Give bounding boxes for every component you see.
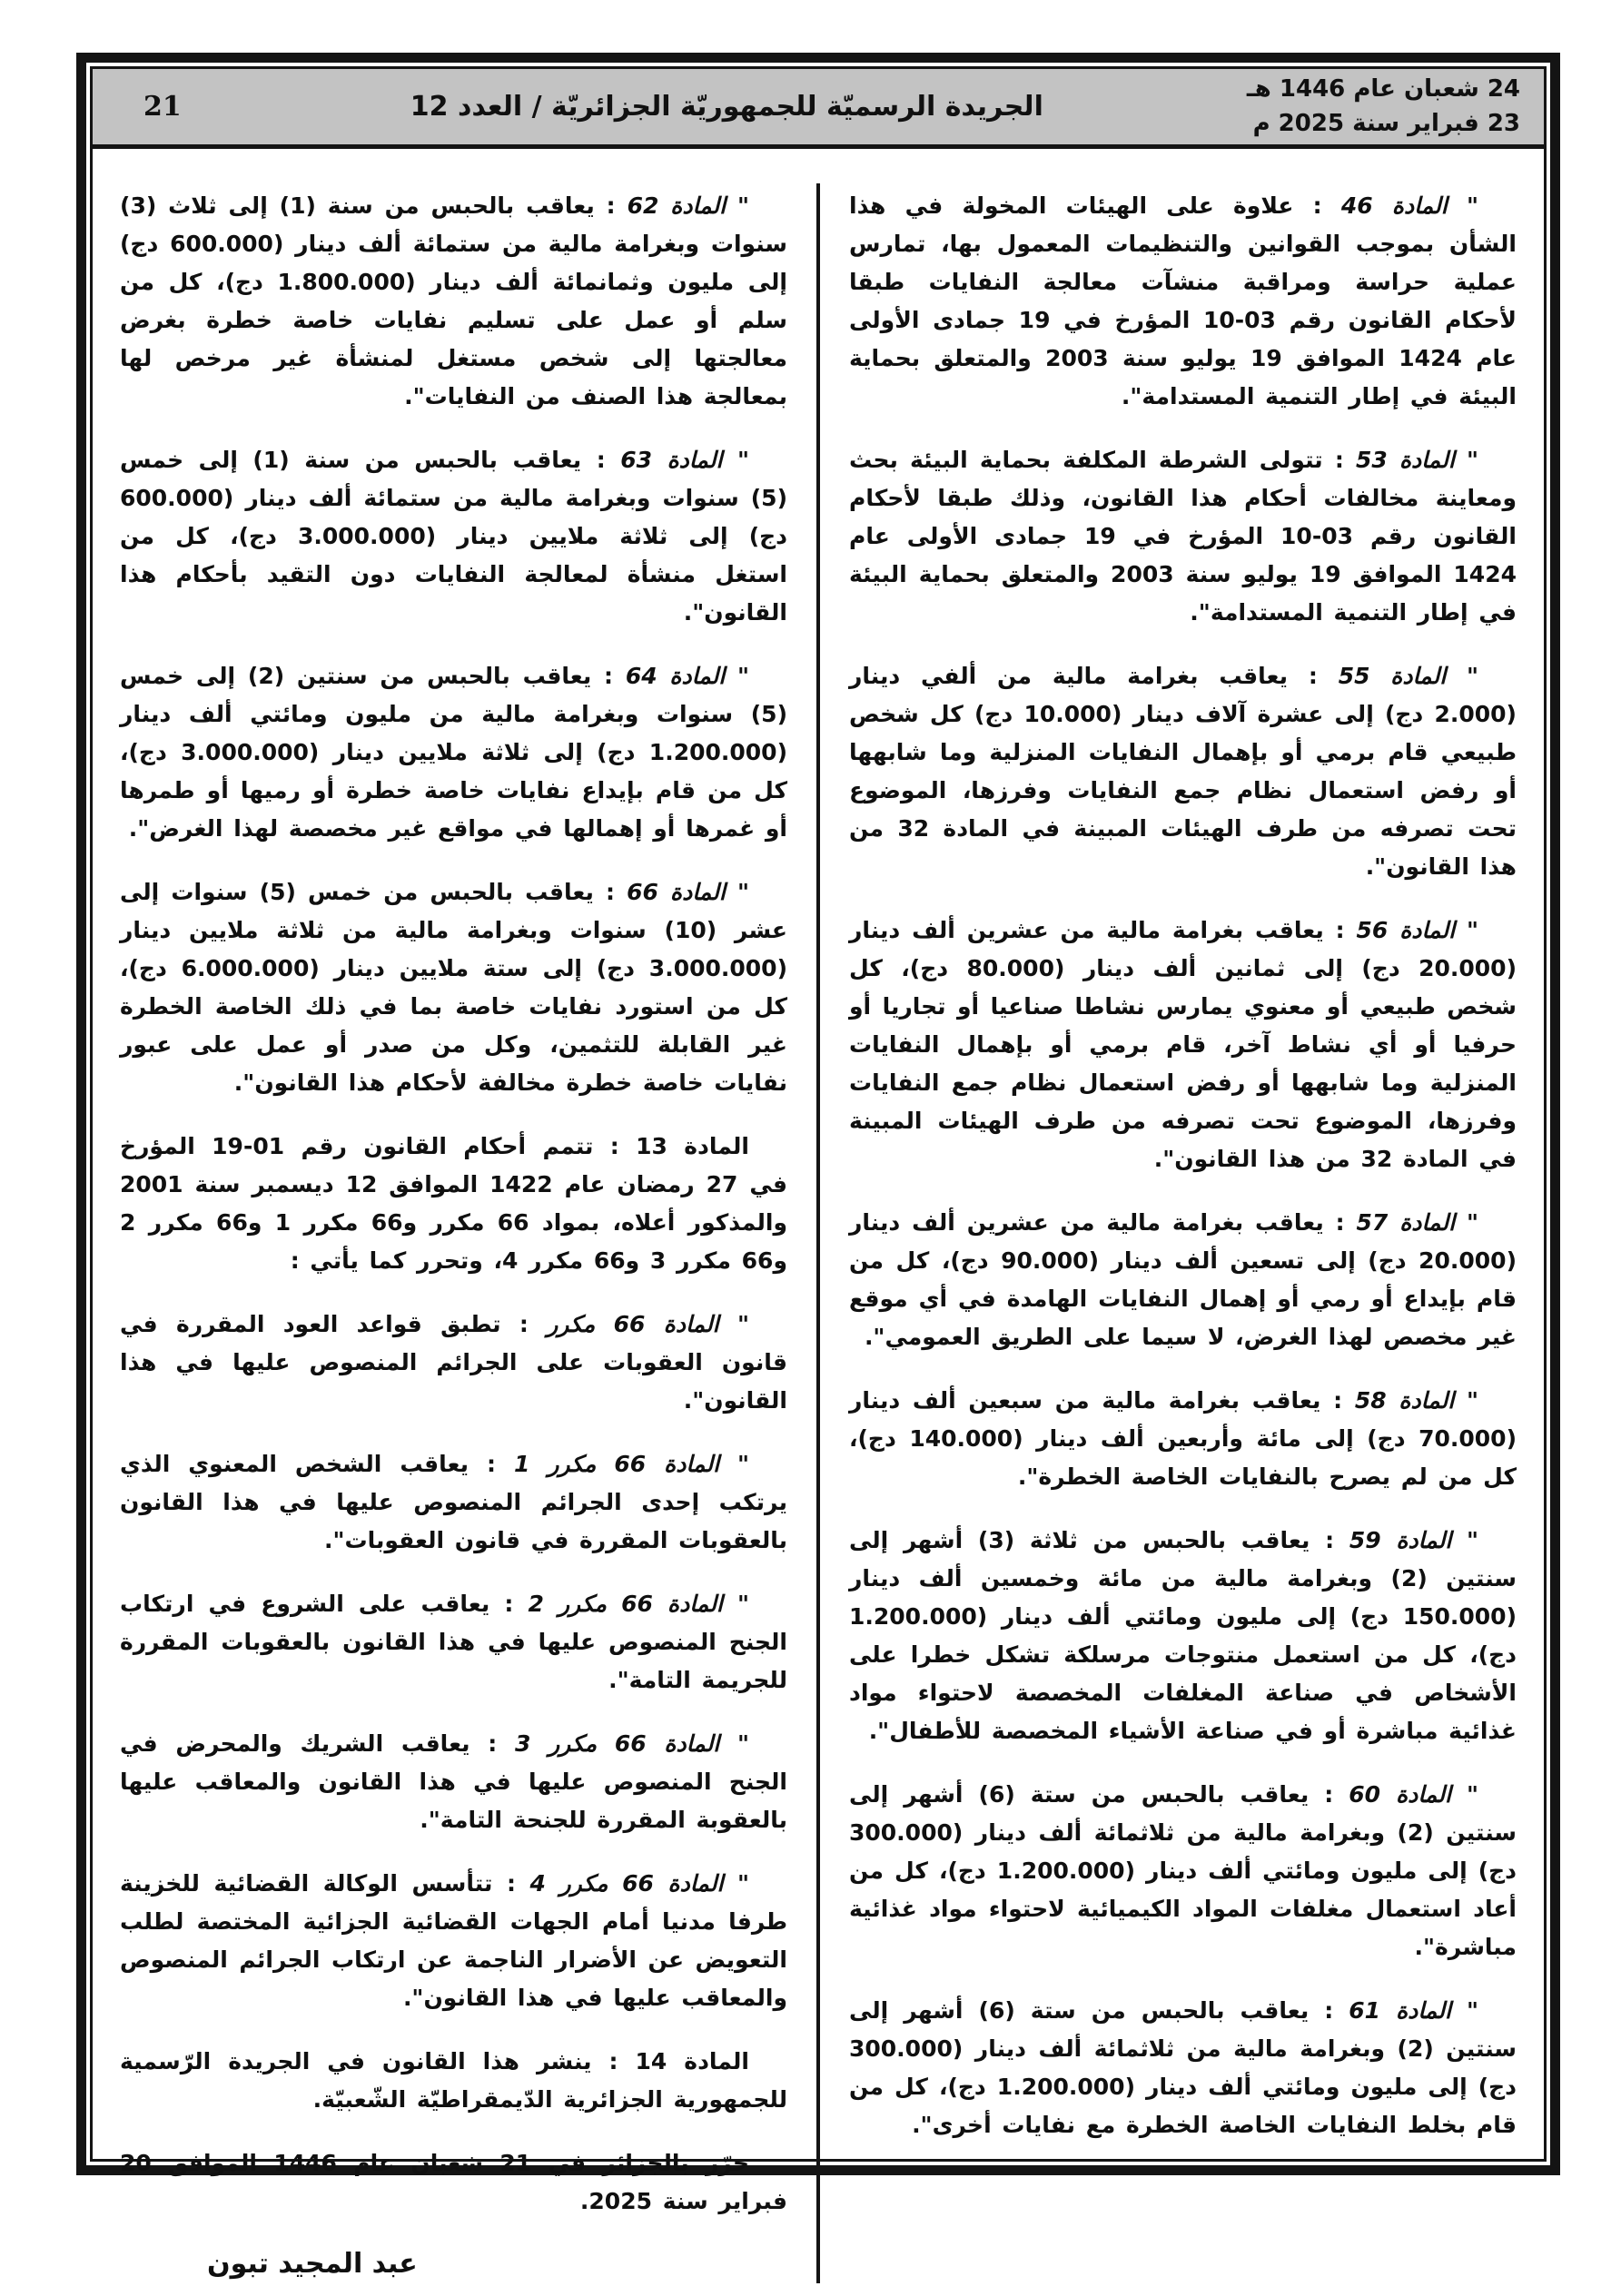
article-label: المادة 66 مكرر 3 bbox=[515, 1730, 720, 1757]
open-quote-mark: " bbox=[1454, 447, 1479, 473]
article-14: المادة 14 : ينشر هذا القانون في الجريدة الرّسمية للجمهورية الجزائرية الدّيمقراطيّة الشّعبيّة. bbox=[120, 2048, 787, 2113]
article-58: " المادة 58 : يعاقب بغرامة مالية من سبعين ألف دينار (70.000 دج) إلى مائة وأربعين ألف دينار (140.000 دج)، كل من لم يصرح بالنفايات الخاصة الخطرة". bbox=[849, 1387, 1517, 1490]
article-body: يعاقب الشخص المعنوي الذي يرتكب إحدى الجرائم المنصوص عليها في هذا القانون بالعقوبات المقررة في قانون العقوبات". bbox=[120, 1451, 787, 1553]
article-60: " المادة 60 : يعاقب بالحبس من ستة (6) أشهر إلى سنتين (2) وبغرامة مالية من ثلاثمائة ألف دينار (300.000 دج) إلى مليون ومائتي ألف دينار (1.200.000 دج)، كل من أعاد استعمال مغلفات المواد الكيميائية لاحتواء مواد غذائية مباشرة". bbox=[849, 1781, 1517, 1960]
article-55: " المادة 55 : يعاقب بغرامة مالية من ألفي دينار (2.000 دج) إلى عشرة آلاف دينار (10.000 دج) كل شخص طبيعي قام برمي أو بإهمال النفايات المنزلية وما شابهها أو رفض استعمال نظام جمع النفايات وفرزها، الموضوع تحت تصرفه من طرف الهيئات المبينة في المادة 32 من هذا القانون". bbox=[849, 663, 1517, 880]
article-body: يعاقب بغرامة مالية من عشرين ألف دينار (20.000 دج) إلى تسعين ألف دينار (90.000 دج)، كل من قام بإيداع أو رمي أو إهمال النفايات الهامدة في أي موقع غير مخصص لهذا الغرض، لا سيما على الطريق العمومي". bbox=[849, 1209, 1517, 1350]
article-label: المادة 58 bbox=[1354, 1387, 1455, 1414]
article-body: يعاقب على الشروع في ارتكاب الجنح المنصوص عليها في هذا القانون بالعقوبات المقررة للجريمة التامة". bbox=[120, 1591, 787, 1693]
page-number: 21 bbox=[143, 91, 182, 123]
article-66-bis-2: " المادة 66 مكرر 2 : يعاقب على الشروع في ارتكاب الجنح المنصوص عليها في هذا القانون بالعقوبات المقررة للجريمة التامة". bbox=[120, 1591, 787, 1693]
article-body: يعاقب بغرامة مالية من ألفي دينار (2.000 دج) إلى عشرة آلاف دينار (10.000 دج) كل شخص طبيعي قام برمي أو بإهمال النفايات المنزلية وما شابهها أو رفض استعمال نظام جمع النفايات وفرزها، الموضوع تحت تصرفه من طرف الهيئات المبينة في المادة 32 من هذا القانون". bbox=[849, 663, 1517, 880]
open-quote-mark: " bbox=[1450, 1781, 1478, 1808]
column-divider bbox=[816, 183, 820, 2283]
closing-line bbox=[120, 2144, 787, 2221]
article-body: يعاقب بغرامة مالية من عشرين ألف دينار (20.000 دج) إلى ثمانين ألف دينار (80.000 دج)، كل شخص طبيعي أو معنوي يمارس نشاطا صناعيا أو تجاريا أو حرفيا أو أي نشاط آخر، قام برمي أو بإهمال النفايات المنزلية وما شابهها أو رفض استعمال نظام جمع النفايات وفرزها، الموضوع تحت تصرفه من طرف الهيئات المبينة في المادة 32 من هذا القانون". bbox=[849, 917, 1517, 1172]
article-body: يعاقب بالحبس من سنة (1) إلى ثلاث (3) سنوات وبغرامة مالية من ستمائة ألف دينار (600.000 دج) إلى مليون وثمانمائة ألف دينار (1.800.000 دج)، كل من سلم أو عمل على تسليم نفايات خاصة خطرة بغرض معالجتها إلى شخص مستغل لمنشأة غير مرخص لها بمعالجة هذا الصنف من النفايات". bbox=[120, 192, 787, 409]
article-label: المادة 53 bbox=[1356, 447, 1455, 473]
article-63: " المادة 63 : يعاقب بالحبس من سنة (1) إلى خمس (5) سنوات وبغرامة مالية من ستمائة ألف دينار (600.000 دج) إلى ثلاثة ملايين دينار (3.000.000 دج)، كل من استغل منشأة لمعالجة النفايات دون التقيد بأحكام هذا القانون". bbox=[120, 447, 787, 626]
open-quote-mark: " bbox=[1446, 663, 1479, 689]
hijri-date: 24 شعبان عام 1446 هـ bbox=[1246, 74, 1520, 103]
article-66-bis-4: " المادة 66 مكرر 4 : تتأسس الوكالة القضائية للخزينة طرفا مدنيا أمام الجهات القضائية الجزائية المختصة لطلب التعويض عن الأضرار الناجمة عن ارتكاب الجرائم المنصوص والمعاقب عليها في هذا القانون". bbox=[120, 1870, 787, 2011]
open-quote-mark: " bbox=[726, 192, 750, 219]
text-columns bbox=[93, 149, 1544, 2296]
article-label: المادة 66 مكرر 1 bbox=[513, 1451, 720, 1477]
article-56: " المادة 56 : يعاقب بغرامة مالية من عشرين ألف دينار (20.000 دج) إلى ثمانين ألف دينار (80.000 دج)، كل شخص طبيعي أو معنوي يمارس نشاطا صناعيا أو تجاريا أو حرفيا أو أي نشاط آخر، قام برمي أو بإهمال النفايات المنزلية وما شابهها أو رفض استعمال نظام جمع النفايات وفرزها، الموضوع تحت تصرفه من طرف الهيئات المبينة في المادة 32 من هذا القانون". bbox=[849, 917, 1517, 1172]
article-53: " المادة 53 : تتولى الشرطة المكلفة بحماية البيئة بحث ومعاينة مخالفات أحكام هذا القانون، وذلك طبقا لأحكام القانون رقم 03-10 المؤرخ في 19 جمادى الأولى عام 1424 الموافق 19 يوليو سنة 2003 والمتعلق بحماية البيئة في إطار التنمية المستدامة". bbox=[849, 447, 1517, 626]
open-quote-mark: " bbox=[1455, 1209, 1478, 1236]
article-label: المادة 62 bbox=[627, 192, 726, 219]
open-quote-mark: " bbox=[719, 1451, 750, 1477]
left-column bbox=[93, 149, 818, 2296]
article-label: المادة 66 مكرر 4 bbox=[529, 1870, 724, 1897]
article-62: " المادة 62 : يعاقب بالحبس من سنة (1) إلى ثلاث (3) سنوات وبغرامة مالية من ستمائة ألف دينار (600.000 دج) إلى مليون وثمانمائة ألف دينار (1.800.000 دج)، كل من سلم أو عمل على تسليم نفايات خاصة خطرة بغرض معالجتها إلى شخص مستغل لمنشأة غير مرخص لها بمعالجة هذا الصنف من النفايات". bbox=[120, 192, 787, 409]
article-body: ينشر هذا القانون في الجريدة الرّسمية للجمهورية الجزائرية الدّيمقراطيّة الشّعبيّة. bbox=[120, 2048, 787, 2113]
article-label: المادة 61 bbox=[1349, 1997, 1451, 2024]
article-label: المادة 59 bbox=[1349, 1527, 1452, 1553]
article-body: يعاقب بالحبس من خمس (5) سنوات إلى عشر (10) سنوات وبغرامة مالية من ثلاثة ملايين دينار (3.000.000 دج) إلى ستة ملايين دينار (6.000.000 دج)، كل من استورد نفايات خاصة بما في ذلك الخاصة الخطرة غير القابلة للتثمين، وكل من صدر أو عمل على عبور نفايات خاصة خطرة مخالفة لأحكام هذا القانون". bbox=[120, 879, 788, 1096]
article-66-bis-3: " المادة 66 مكرر 3 : يعاقب الشريك والمحرض في الجنح المنصوص عليها في هذا القانون والمعاقب عليها بالعقوبة المقررة للجنحة التامة". bbox=[120, 1730, 787, 1833]
article-64: " المادة 64 : يعاقب بالحبس من سنتين (2) إلى خمس (5) سنوات وبغرامة مالية من مليون ومائتي ألف دينار (1.200.000 دج) إلى ثلاثة ملايين دينار (3.000.000 دج)، كل من قام بإيداع نفايات خاصة خطرة أو رميها أو طمرها أو غمرها أو إهمالها في مواقع غير مخصصة لهذا الغرض". bbox=[120, 663, 787, 842]
article-label: المادة 63 bbox=[620, 447, 723, 473]
right-column bbox=[818, 149, 1544, 2296]
article-label: المادة 13 bbox=[636, 1133, 749, 1159]
article-label: المادة 64 bbox=[625, 663, 726, 689]
article-body: تطبق قواعد العود المقررة في قانون العقوبات على الجرائم المنصوص عليها في هذا القانون". bbox=[120, 1311, 787, 1414]
open-quote-mark: " bbox=[1447, 192, 1478, 219]
article-label: المادة 55 bbox=[1338, 663, 1447, 689]
article-label: المادة 60 bbox=[1349, 1781, 1451, 1808]
page-outer-border bbox=[76, 53, 1560, 2280]
open-quote-mark: " bbox=[1450, 1997, 1478, 2024]
header-dates bbox=[1247, 73, 1520, 141]
article-66: " المادة 66 : يعاقب بالحبس من خمس (5) سنوات إلى عشر (10) سنوات وبغرامة مالية من ثلاثة ملايين دينار (3.000.000 دج) إلى ستة ملايين دينار (6.000.000 دج)، كل من استورد نفايات خاصة بما في ذلك الخاصة الخطرة غير القابلة للتثمين، وكل من صدر أو عمل على عبور نفايات خاصة خطرة مخالفة لأحكام هذا القانون". bbox=[120, 879, 788, 1096]
article-13: المادة 13 : تتمم أحكام القانون رقم 01-19 المؤرخ في 27 رمضان عام 1422 الموافق 12 ديسمبر سنة 2001 والمذكور أعلاه، بمواد 66 مكرر و66 مكرر 1 و66 مكرر 2 و66 مكرر 3 و66 مكرر 4، وتحرر كما يأتي : bbox=[120, 1133, 787, 1274]
article-label: المادة 66 مكرر bbox=[547, 1311, 719, 1337]
open-quote-mark: " bbox=[719, 1730, 749, 1757]
open-quote-mark: " bbox=[722, 1591, 750, 1617]
article-body: تتمم أحكام القانون رقم 01-19 المؤرخ في 27 رمضان عام 1422 الموافق 12 ديسمبر سنة 2001 والمذكور أعلاه، بمواد 66 مكرر و66 مكرر 1 و66 مكرر 2 و66 مكرر 3 و66 مكرر 4، وتحرر كما يأتي : bbox=[120, 1133, 787, 1274]
header-band bbox=[93, 69, 1544, 149]
open-quote-mark: " bbox=[725, 879, 750, 905]
article-body: حرّر بالجزائر في 21 شعبان عام 1446 الموافق 20 فبراير سنة 2025. bbox=[120, 2150, 787, 2214]
article-body: يعاقب بالحبس من سنتين (2) إلى خمس (5) سنوات وبغرامة مالية من مليون ومائتي ألف دينار (1.200.000 دج) إلى ثلاثة ملايين دينار (3.000.000 دج)، كل من قام بإيداع نفايات خاصة خطرة أو رميها أو طمرها أو غمرها أو إهمالها في مواقع غير مخصصة لهذا الغرض". bbox=[120, 663, 787, 842]
open-quote-mark: " bbox=[725, 663, 750, 689]
article-59: " المادة 59 : يعاقب بالحبس من ثلاثة (3) أشهر إلى سنتين (2) وبغرامة مالية من مائة وخمسين ألف دينار (150.000 دج) إلى مليون ومائتي ألف دينار (1.200.000 دج)، كل من استعمل منتوجات مرسلكة تشكل خطرا على الأشخاص في صناعة المغلفات المخصصة لاحتواء مواد غذائية مباشرة أو في صناعة الأشياء المخصصة للأطفال". bbox=[849, 1527, 1517, 1744]
president-signature: عبد المجيد تبون bbox=[207, 2248, 418, 2280]
article-body: يعاقب بالحبس من ستة (6) أشهر إلى سنتين (2) وبغرامة مالية من ثلاثمائة ألف دينار (300.000 دج) إلى مليون ومائتي ألف دينار (1.200.000 دج)، كل من قام بخلط النفايات الخاصة الخطرة مع نفايات أخرى". bbox=[849, 1997, 1517, 2138]
page-inner-border bbox=[90, 66, 1547, 2280]
open-quote-mark: " bbox=[718, 1311, 749, 1337]
open-quote-mark: " bbox=[722, 447, 750, 473]
open-quote-mark: " bbox=[1454, 1387, 1478, 1414]
article-body: يعاقب بغرامة مالية من سبعين ألف دينار (70.000 دج) إلى مائة وأربعين ألف دينار (140.000 دج)، كل من لم يصرح بالنفايات الخاصة الخطرة". bbox=[849, 1387, 1517, 1490]
journal-title: الجريدة الرسميّة للجمهوريّة الجزائريّة / العدد 12 bbox=[410, 91, 1043, 123]
article-46: " المادة 46 : علاوة على الهيئات المخولة في هذا الشأن بموجب القوانين والتنظيمات المعمول بها، تمارس عملية حراسة ومراقبة منشآت معالجة النفايات طبقا لأحكام القانون رقم 03-10 المؤرخ في 19 جمادى الأولى عام 1424 الموافق 19 يوليو سنة 2003 والمتعلق بحماية البيئة في إطار التنمية المستدامة". bbox=[849, 192, 1517, 409]
article-label: المادة 56 bbox=[1356, 917, 1456, 943]
article-body: تتأسس الوكالة القضائية للخزينة طرفا مدنيا أمام الجهات القضائية الجزائية المختصة لطلب التعويض عن الأضرار الناجمة عن ارتكاب الجرائم المنصوص والمعاقب عليها في هذا القانون". bbox=[120, 1870, 787, 2011]
article-label: المادة 66 bbox=[627, 879, 726, 905]
open-quote-mark: " bbox=[723, 1870, 750, 1897]
article-body: يعاقب بالحبس من ثلاثة (3) أشهر إلى سنتين (2) وبغرامة مالية من مائة وخمسين ألف دينار (150.000 دج) إلى مليون ومائتي ألف دينار (1.200.000 دج)، كل من استعمل منتوجات مرسلكة تشكل خطرا على الأشخاص في صناعة المغلفات المخصصة لاحتواء مواد غذائية مباشرة أو في صناعة الأشياء المخصصة للأطفال". bbox=[849, 1527, 1517, 1744]
gregorian-date: 23 فبراير سنة 2025 م bbox=[1252, 109, 1520, 137]
article-66-bis: " المادة 66 مكرر : تطبق قواعد العود المقررة في قانون العقوبات على الجرائم المنصوص عليها في هذا القانون". bbox=[120, 1311, 787, 1414]
article-66-bis-1: " المادة 66 مكرر 1 : يعاقب الشخص المعنوي الذي يرتكب إحدى الجرائم المنصوص عليها في هذا القانون بالعقوبات المقررة في قانون العقوبات". bbox=[120, 1451, 787, 1553]
article-body: علاوة على الهيئات المخولة في هذا الشأن بموجب القوانين والتنظيمات المعمول بها، تمارس عملية حراسة ومراقبة منشآت معالجة النفايات طبقا لأحكام القانون رقم 03-10 المؤرخ في 19 جمادى الأولى عام 1424 الموافق 19 يوليو سنة 2003 والمتعلق بحماية البيئة في إطار التنمية المستدامة". bbox=[849, 192, 1517, 409]
open-quote-mark: " bbox=[1451, 1527, 1479, 1553]
open-quote-mark: " bbox=[1455, 917, 1478, 943]
article-body: تتولى الشرطة المكلفة بحماية البيئة بحث ومعاينة مخالفات أحكام هذا القانون، وذلك طبقا لأحكام القانون رقم 03-10 المؤرخ في 19 جمادى الأولى عام 1424 الموافق 19 يوليو سنة 2003 والمتعلق بحماية البيئة في إطار التنمية المستدامة". bbox=[849, 447, 1517, 626]
article-body: يعاقب الشريك والمحرض في الجنح المنصوص عليها في هذا القانون والمعاقب عليها بالعقوبة المقررة للجنحة التامة". bbox=[120, 1730, 787, 1833]
article-body: يعاقب بالحبس من سنة (1) إلى خمس (5) سنوات وبغرامة مالية من ستمائة ألف دينار (600.000 دج) إلى ثلاثة ملايين دينار (3.000.000 دج)، كل من استغل منشأة لمعالجة النفايات دون التقيد بأحكام هذا القانون". bbox=[120, 447, 787, 626]
article-57: " المادة 57 : يعاقب بغرامة مالية من عشرين ألف دينار (20.000 دج) إلى تسعين ألف دينار (90.000 دج)، كل من قام بإيداع أو رمي أو إهمال النفايات الهامدة في أي موقع غير مخصص لهذا الغرض، لا سيما على الطريق العمومي". bbox=[849, 1209, 1517, 1350]
article-label: المادة 66 مكرر 2 bbox=[528, 1591, 723, 1617]
article-label: المادة 46 bbox=[1340, 192, 1448, 219]
article-label: المادة 14 bbox=[635, 2048, 749, 2074]
article-body: يعاقب بالحبس من ستة (6) أشهر إلى سنتين (2) وبغرامة مالية من ثلاثمائة ألف دينار (300.000 دج) إلى مليون ومائتي ألف دينار (1.200.000 دج)، كل من أعاد استعمال مغلفات المواد الكيميائية لاحتواء مواد غذائية مباشرة". bbox=[849, 1781, 1517, 1960]
article-61: " المادة 61 : يعاقب بالحبس من ستة (6) أشهر إلى سنتين (2) وبغرامة مالية من ثلاثمائة ألف دينار (300.000 دج) إلى مليون ومائتي ألف دينار (1.200.000 دج)، كل من قام بخلط النفايات الخاصة الخطرة مع نفايات أخرى". bbox=[849, 1997, 1517, 2138]
article-label: المادة 57 bbox=[1356, 1209, 1456, 1236]
